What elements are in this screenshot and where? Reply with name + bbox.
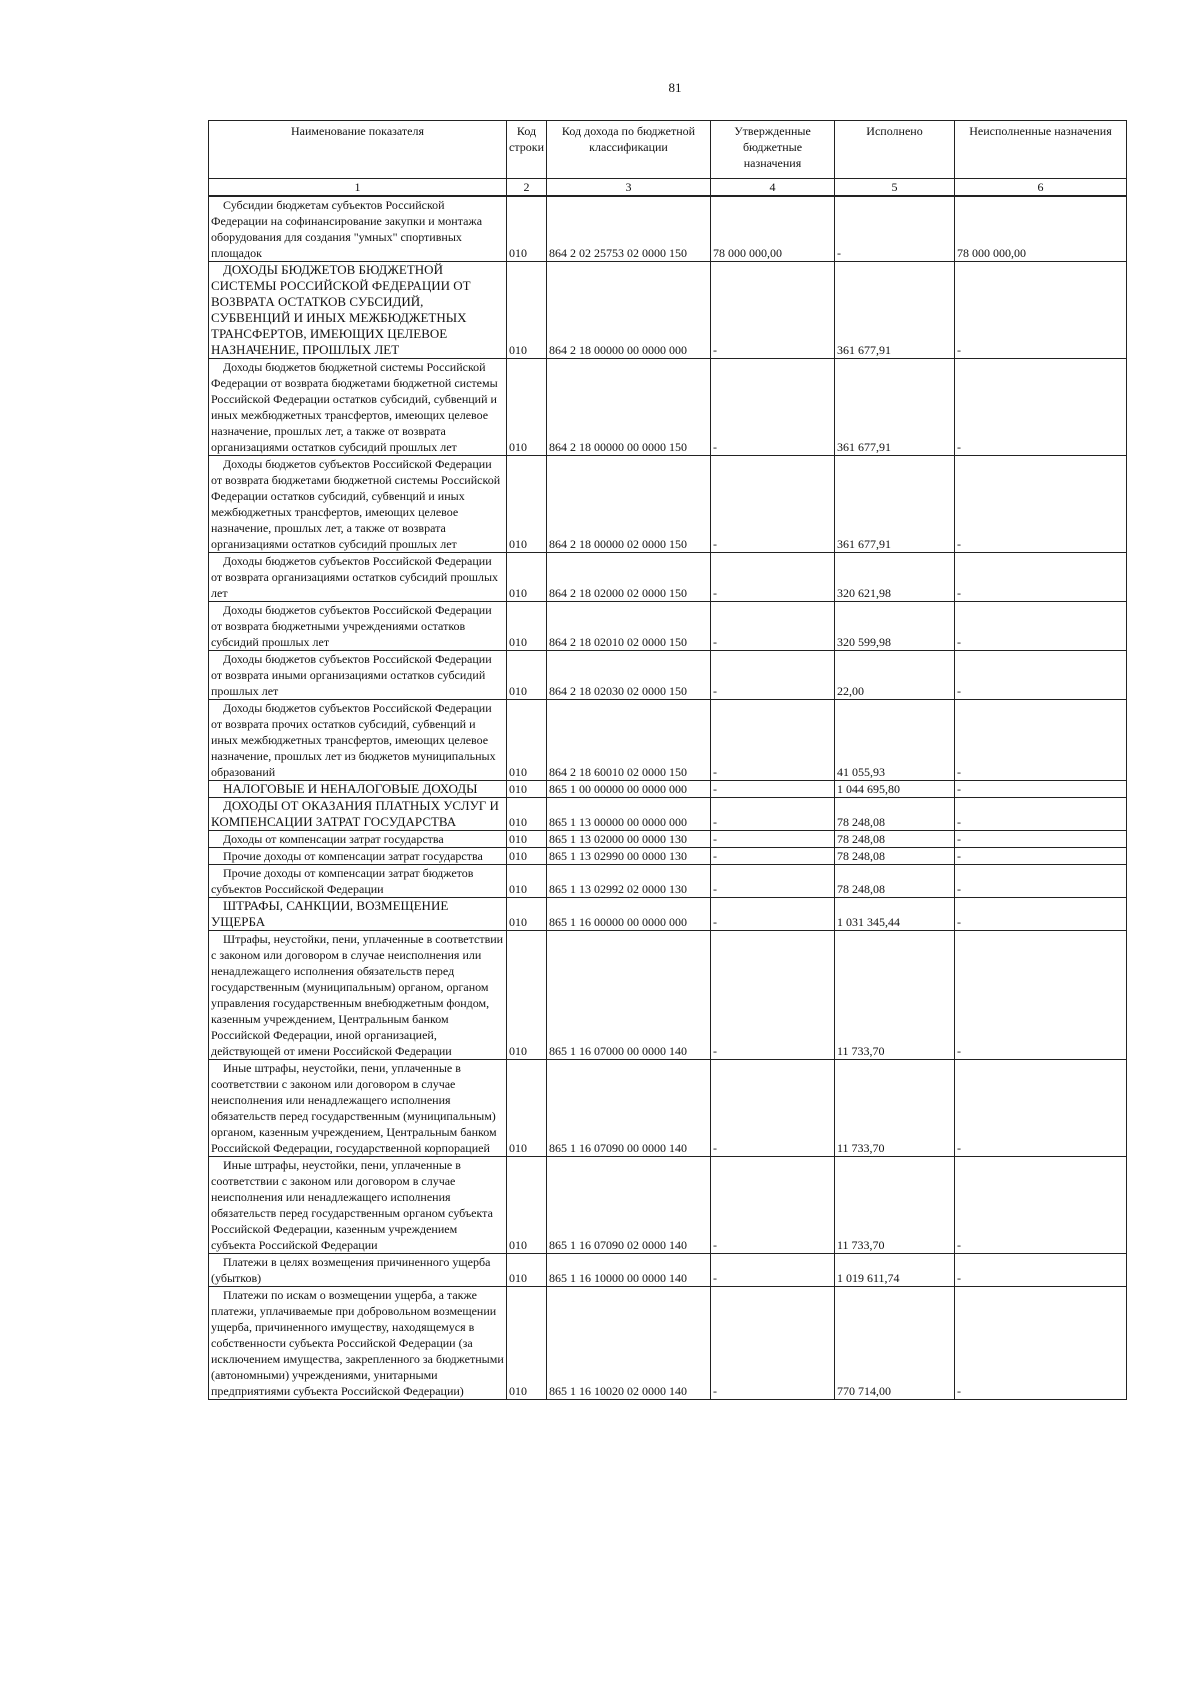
column-number: 5 [835, 179, 955, 197]
line-code: 010 [507, 651, 547, 700]
indicator-name: Доходы бюджетов субъектов Российской Федерации от возврата организациями остатков субсидий прошлых лет [209, 553, 507, 602]
income-code: 865 1 16 10000 00 0000 140 [547, 1254, 711, 1287]
line-code: 010 [507, 262, 547, 359]
approved-amount: - [711, 602, 835, 651]
income-code: 864 2 18 00000 00 0000 150 [547, 359, 711, 456]
line-code: 010 [507, 359, 547, 456]
executed-amount: 11 733,70 [835, 1060, 955, 1157]
unexecuted-amount: - [955, 456, 1127, 553]
indicator-name: Доходы бюджетов бюджетной системы Российской Федерации от возврата бюджетами бюджетной системы Российской Федерации остатков субсидий, субвенций и иных межбюджетных трансфертов, имеющих целевое назначение, прошлых лет, а также от возврата организациями остатков субсидий прошлых лет [209, 359, 507, 456]
income-code: 865 1 16 07090 00 0000 140 [547, 1060, 711, 1157]
line-code: 010 [507, 865, 547, 898]
unexecuted-amount: - [955, 1060, 1127, 1157]
executed-amount: 361 677,91 [835, 456, 955, 553]
income-code: 864 2 18 02010 02 0000 150 [547, 602, 711, 651]
executed-amount: 78 248,08 [835, 798, 955, 831]
indicator-name: Иные штрафы, неустойки, пени, уплаченные в соответствии с законом или договором в случае неисполнения или ненадлежащего исполнения обязательств перед государственным (муниципальным) органом, казенным учреждением, Центральным банком Российской Федерации, государственной корпорацией [209, 1060, 507, 1157]
income-code: 864 2 18 00000 00 0000 000 [547, 262, 711, 359]
indicator-name: Субсидии бюджетам субъектов Российской Федерации на софинансирование закупки и монтажа оборудования для создания "умных" спортивных площадок [209, 196, 507, 262]
executed-amount: 78 248,08 [835, 848, 955, 865]
indicator-name: Прочие доходы от компенсации затрат государства [209, 848, 507, 865]
unexecuted-amount: - [955, 798, 1127, 831]
approved-amount: - [711, 831, 835, 848]
approved-amount: - [711, 1254, 835, 1287]
line-code: 010 [507, 700, 547, 781]
income-code: 865 1 13 02000 00 0000 130 [547, 831, 711, 848]
table-row [209, 848, 1127, 865]
page-number: 81 [668, 80, 682, 95]
indicator-name: ШТРАФЫ, САНКЦИИ, ВОЗМЕЩЕНИЕ УЩЕРБА [209, 898, 507, 931]
column-number: 3 [547, 179, 711, 197]
executed-amount: 320 621,98 [835, 553, 955, 602]
approved-amount: - [711, 931, 835, 1060]
header-indicator-name: Наименование показателя [209, 121, 507, 179]
indicator-name: Прочие доходы от компенсации затрат бюджетов субъектов Российской Федерации [209, 865, 507, 898]
indicator-name: Платежи в целях возмещения причиненного ущерба (убытков) [209, 1254, 507, 1287]
column-number: 6 [955, 179, 1127, 197]
table-row [209, 898, 1127, 931]
indicator-name: ДОХОДЫ БЮДЖЕТОВ БЮДЖЕТНОЙ СИСТЕМЫ РОССИЙСКОЙ ФЕДЕРАЦИИ ОТ ВОЗВРАТА ОСТАТКОВ СУБСИДИЙ, СУБВЕНЦИЙ И ИНЫХ МЕЖБЮДЖЕТНЫХ ТРАНСФЕРТОВ, ИМЕЮЩИХ ЦЕЛЕВОЕ НАЗНАЧЕНИЕ, ПРОШЛЫХ ЛЕТ [209, 262, 507, 359]
line-code: 010 [507, 456, 547, 553]
table-row [209, 262, 1127, 359]
indicator-name: ДОХОДЫ ОТ ОКАЗАНИЯ ПЛАТНЫХ УСЛУГ И КОМПЕНСАЦИИ ЗАТРАТ ГОСУДАРСТВА [209, 798, 507, 831]
table-row [209, 1060, 1127, 1157]
income-code: 865 1 16 10020 02 0000 140 [547, 1287, 711, 1400]
line-code: 010 [507, 931, 547, 1060]
approved-amount: - [711, 781, 835, 798]
table-row [209, 781, 1127, 798]
table-row [209, 798, 1127, 831]
line-code: 010 [507, 1254, 547, 1287]
approved-amount: - [711, 553, 835, 602]
approved-amount: - [711, 898, 835, 931]
indicator-name: Доходы бюджетов субъектов Российской Федерации от возврата иными организациями остатков субсидий прошлых лет [209, 651, 507, 700]
income-code: 864 2 18 00000 02 0000 150 [547, 456, 711, 553]
approved-amount: - [711, 456, 835, 553]
unexecuted-amount: - [955, 651, 1127, 700]
table-row [209, 865, 1127, 898]
income-code: 864 2 18 02030 02 0000 150 [547, 651, 711, 700]
executed-amount: 1 031 345,44 [835, 898, 955, 931]
unexecuted-amount: - [955, 865, 1127, 898]
income-code: 864 2 18 60010 02 0000 150 [547, 700, 711, 781]
approved-amount: - [711, 848, 835, 865]
table-row [209, 456, 1127, 553]
unexecuted-amount: - [955, 1254, 1127, 1287]
unexecuted-amount: - [955, 898, 1127, 931]
indicator-name: Платежи по искам о возмещении ущерба, а также платежи, уплачиваемые при добровольном возмещении ущерба, причиненного имуществу, находящемуся в собственности субъекта Российской Федерации (за исключением имущества, закрепленного за бюджетными (автономными) учреждениями, унитарными предприятиями субъекта Российской Федерации) [209, 1287, 507, 1400]
executed-amount: 41 055,93 [835, 700, 955, 781]
executed-amount: 1 044 695,80 [835, 781, 955, 798]
header-line-code: Код строки [507, 121, 547, 179]
income-code: 865 1 16 07090 02 0000 140 [547, 1157, 711, 1254]
approved-amount: - [711, 1157, 835, 1254]
table-row [209, 651, 1127, 700]
income-code: 865 1 00 00000 00 0000 000 [547, 781, 711, 798]
line-code: 010 [507, 553, 547, 602]
income-code: 864 2 02 25753 02 0000 150 [547, 196, 711, 262]
line-code: 010 [507, 781, 547, 798]
indicator-name: Иные штрафы, неустойки, пени, уплаченные в соответствии с законом или договором в случае неисполнения или ненадлежащего исполнения обязательств перед государственным органом субъекта Российской Федерации, казенным учреждением субъекта Российской Федерации [209, 1157, 507, 1254]
income-code: 865 1 13 02992 02 0000 130 [547, 865, 711, 898]
header-unexecuted: Неисполненные назначения [955, 121, 1127, 179]
executed-amount: - [835, 196, 955, 262]
line-code: 010 [507, 602, 547, 651]
header-executed: Исполнено [835, 121, 955, 179]
executed-amount: 78 248,08 [835, 831, 955, 848]
executed-amount: 320 599,98 [835, 602, 955, 651]
header-row [209, 121, 1127, 179]
approved-amount: - [711, 1060, 835, 1157]
unexecuted-amount: - [955, 1287, 1127, 1400]
executed-amount: 78 248,08 [835, 865, 955, 898]
line-code: 010 [507, 1157, 547, 1254]
approved-amount: 78 000 000,00 [711, 196, 835, 262]
approved-amount: - [711, 262, 835, 359]
table-row [209, 1254, 1127, 1287]
income-code: 865 1 13 02990 00 0000 130 [547, 848, 711, 865]
executed-amount: 11 733,70 [835, 931, 955, 1060]
table-row [209, 602, 1127, 651]
indicator-name: Доходы бюджетов субъектов Российской Федерации от возврата прочих остатков субсидий, субвенций и иных межбюджетных трансфертов, имеющих целевое назначение, прошлых лет из бюджетов муниципальных образований [209, 700, 507, 781]
income-code: 865 1 16 07000 00 0000 140 [547, 931, 711, 1060]
unexecuted-amount: - [955, 1157, 1127, 1254]
executed-amount: 11 733,70 [835, 1157, 955, 1254]
unexecuted-amount: - [955, 931, 1127, 1060]
executed-amount: 770 714,00 [835, 1287, 955, 1400]
header-approved: Утвержденные бюджетные назначения [711, 121, 835, 179]
income-code: 865 1 16 00000 00 0000 000 [547, 898, 711, 931]
indicator-name: Доходы от компенсации затрат государства [209, 831, 507, 848]
approved-amount: - [711, 700, 835, 781]
income-code: 864 2 18 02000 02 0000 150 [547, 553, 711, 602]
executed-amount: 361 677,91 [835, 359, 955, 456]
line-code: 010 [507, 798, 547, 831]
table-row [209, 700, 1127, 781]
line-code: 010 [507, 1287, 547, 1400]
column-number: 4 [711, 179, 835, 197]
column-number-row [209, 179, 1127, 197]
column-number: 2 [507, 179, 547, 197]
unexecuted-amount: - [955, 831, 1127, 848]
unexecuted-amount: - [955, 700, 1127, 781]
executed-amount: 22,00 [835, 651, 955, 700]
line-code: 010 [507, 898, 547, 931]
indicator-name: Доходы бюджетов субъектов Российской Федерации от возврата бюджетными учреждениями остатков субсидий прошлых лет [209, 602, 507, 651]
table-row [209, 931, 1127, 1060]
table-row [209, 1157, 1127, 1254]
line-code: 010 [507, 196, 547, 262]
executed-amount: 361 677,91 [835, 262, 955, 359]
line-code: 010 [507, 1060, 547, 1157]
table-row [209, 196, 1127, 262]
table-row [209, 1287, 1127, 1400]
approved-amount: - [711, 359, 835, 456]
indicator-name: НАЛОГОВЫЕ И НЕНАЛОГОВЫЕ ДОХОДЫ [209, 781, 507, 798]
executed-amount: 1 019 611,74 [835, 1254, 955, 1287]
table-row [209, 553, 1127, 602]
approved-amount: - [711, 798, 835, 831]
income-code: 865 1 13 00000 00 0000 000 [547, 798, 711, 831]
unexecuted-amount: - [955, 262, 1127, 359]
header-income-code: Код дохода по бюджетной классификации [547, 121, 711, 179]
approved-amount: - [711, 865, 835, 898]
unexecuted-amount: - [955, 848, 1127, 865]
line-code: 010 [507, 831, 547, 848]
approved-amount: - [711, 651, 835, 700]
unexecuted-amount: 78 000 000,00 [955, 196, 1127, 262]
approved-amount: - [711, 1287, 835, 1400]
line-code: 010 [507, 848, 547, 865]
unexecuted-amount: - [955, 602, 1127, 651]
table-row [209, 831, 1127, 848]
unexecuted-amount: - [955, 359, 1127, 456]
table-row [209, 359, 1127, 456]
column-number: 1 [209, 179, 507, 197]
unexecuted-amount: - [955, 781, 1127, 798]
unexecuted-amount: - [955, 553, 1127, 602]
indicator-name: Штрафы, неустойки, пени, уплаченные в соответствии с законом или договором в случае неисполнения или ненадлежащего исполнения обязательств перед государственным (муниципальным) органом, органом управления государственным внебюджетным фондом, казенным учреждением, Центральным банком Российской Федерации, иной организацией, действующей от имени Российской Федерации [209, 931, 507, 1060]
indicator-name: Доходы бюджетов субъектов Российской Федерации от возврата бюджетами бюджетной системы Российской Федерации остатков субсидий, субвенций и иных межбюджетных трансфертов, имеющих целевое назначение, прошлых лет, а также от возврата организациями остатков субсидий прошлых лет [209, 456, 507, 553]
budget-income-table [208, 120, 1127, 1400]
